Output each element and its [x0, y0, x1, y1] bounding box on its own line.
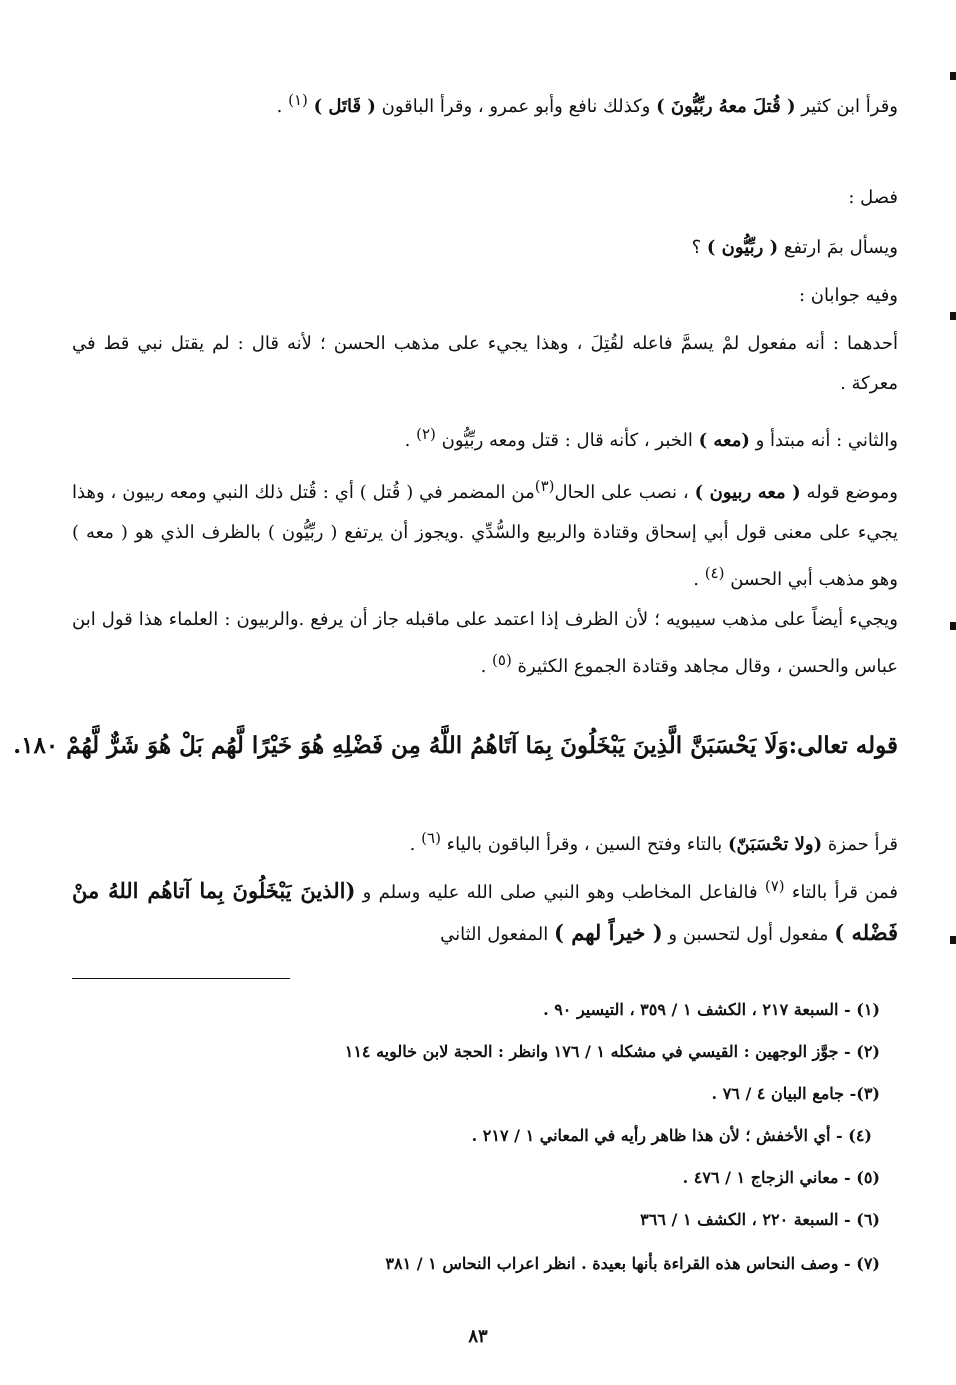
footnote-ref: (٥): [492, 651, 512, 669]
section-heading: فصل :: [848, 187, 898, 208]
footnote-1: (١) - السبعة ٢١٧ ، الكشف ١ / ٣٥٩ ، التيسير ٩٠ .: [543, 1000, 880, 1019]
verse-text: وَلَا يَحْسَبَنَّ الَّذِينَ يَبْخَلُونَ بِمَا آتَاهُمُ اللَّهُ مِن فَضْلِهِ هُوَ خَيْرًا لَّهُم بَلْ هُوَ شَرٌّ لَّهُمْ: [66, 732, 789, 759]
margin-mark: [950, 312, 956, 320]
text: من المضمر في ( قُتل ) أي : قُتل ذلك النبي ومعه ربيون ، وهذا يجيء على معنى قول أبي إسحاق وقتادة والربيع والسُّدِّي .ويجوز أن يرتفع ( ربِّيُّون ) بالظرف الذي هو ( معه ) وهو مذهب أبي الحسن: [72, 482, 898, 590]
quranic-quote: (الذينَ يَبْخَلُونَ بِما آتاهُم اللهُ منْ فَضْله ): [72, 878, 898, 945]
paragraph-ibn-kathir: [72, 80, 898, 127]
text: المفعول الثاني: [440, 924, 549, 945]
quranic-quote: ( قُتلَ معهُ ربِّيُّونَ ): [656, 96, 796, 117]
answers-intro: وفيه جوابان :: [798, 285, 898, 306]
footnote-7: (٧) - وصف النحاس هذه القراءة بأنها بعيدة . انظر اعراب النحاس ١ / ٣٨١: [385, 1254, 880, 1273]
text: فمن قرأ بالتاء: [791, 882, 899, 903]
paragraph-position: [72, 466, 898, 600]
footnote-ref: (٦): [421, 829, 441, 847]
text: .: [276, 96, 283, 117]
quranic-quote: ( معه ربيون ): [694, 482, 801, 503]
text: ويجيء أيضاً على مذهب سيبويه ؛ لأن الظرف إذا اعتمد على ماقبله جاز أن يرفع .والربيون : العلماء هذا قول ابن عباس والحسن ، وقال مجاهد وقتادة الجموع الكثيرة: [72, 609, 898, 677]
text: ؟: [691, 237, 702, 258]
text: فالفاعل المخاطب وهو النبي صلى الله عليه وسلم و: [362, 882, 758, 903]
text: الخبر ، كأنه قال : قتل ومعه ربِّيُّون: [441, 430, 693, 451]
quranic-quote: (معه ): [698, 430, 750, 451]
text: .: [404, 430, 411, 451]
paragraph-sibawayh: [72, 600, 898, 687]
margin-mark: [950, 72, 956, 80]
question-line: [72, 228, 898, 268]
footnote-3: (٣)- جامع البيان ٤ / ٧٦ .: [711, 1084, 880, 1103]
text: قرأ حمزة: [827, 834, 898, 855]
paragraph-hamza: [72, 818, 898, 865]
margin-mark: [950, 936, 956, 944]
footnote-5: (٥) - معاني الزجاج ١ / ٤٧٦ .: [682, 1168, 880, 1187]
footnote-separator: [72, 978, 290, 979]
footnote-6: (٦) - السبعة ٢٢٠ ، الكشف ١ / ٣٦٦: [640, 1210, 880, 1229]
text: وكذلك نافع وأبو عمرو ، وقرأ الباقون: [381, 96, 651, 117]
paragraph-ta-reading: [72, 866, 898, 955]
page-number: ٨٣: [468, 1326, 488, 1347]
footnote-ref: (١): [288, 91, 308, 109]
text: وموضع قوله: [806, 482, 898, 503]
verse-number: ١٨٠.: [13, 732, 59, 759]
paragraph-second-answer: [72, 414, 898, 461]
footnote-ref: (٤): [704, 564, 725, 582]
margin-mark: [950, 622, 956, 630]
text: والثاني : أنه مبتدأ و: [755, 430, 898, 451]
text: ، نصب على الحال: [554, 482, 689, 503]
text: بالتاء وفتح السين ، وقرأ الباقون بالياء: [446, 834, 723, 855]
text: وقرأ ابن كثير: [801, 96, 898, 117]
footnote-4: (٤) - أي الأخفش ؛ لأن هذا ظاهر رأيه في المعاني ١ / ٢١٧ .: [471, 1126, 872, 1145]
text: .: [480, 656, 487, 677]
text: .: [693, 569, 699, 590]
text: .: [409, 834, 416, 855]
verse-lead: قوله تعالى:: [788, 732, 898, 759]
footnote-2: (٢) - جوَّز الوجهين : القيسي في مشكله ١ / ١٧٦ وانظر : الحجة لابن خالويه ١١٤: [344, 1042, 880, 1061]
quranic-quote: ( ربِّيُّون ): [706, 237, 779, 258]
quranic-quote: (ولا تحْسَبَنّ): [728, 834, 823, 855]
quranic-quote: ( قَاتَل ): [313, 96, 376, 117]
footnote-ref: (٢): [416, 425, 436, 443]
verse-line: [13, 724, 898, 768]
paragraph-first-answer: أحدهما : أنه مفعول لمْ يسمَّ فاعله لقُتِلَ ، وهذا يجيء على مذهب الحسن ؛ لأنه قال : لم يقتل نبي قط في معركة .: [72, 333, 898, 394]
footnote-ref: (٧): [764, 877, 785, 895]
text: مفعول أول لتحسبن و: [668, 924, 829, 945]
quranic-quote: ( خيراً لهم ): [554, 920, 663, 945]
footnote-ref: (٣): [534, 477, 555, 495]
text: ويسأل بمَ ارتفع: [783, 237, 898, 258]
